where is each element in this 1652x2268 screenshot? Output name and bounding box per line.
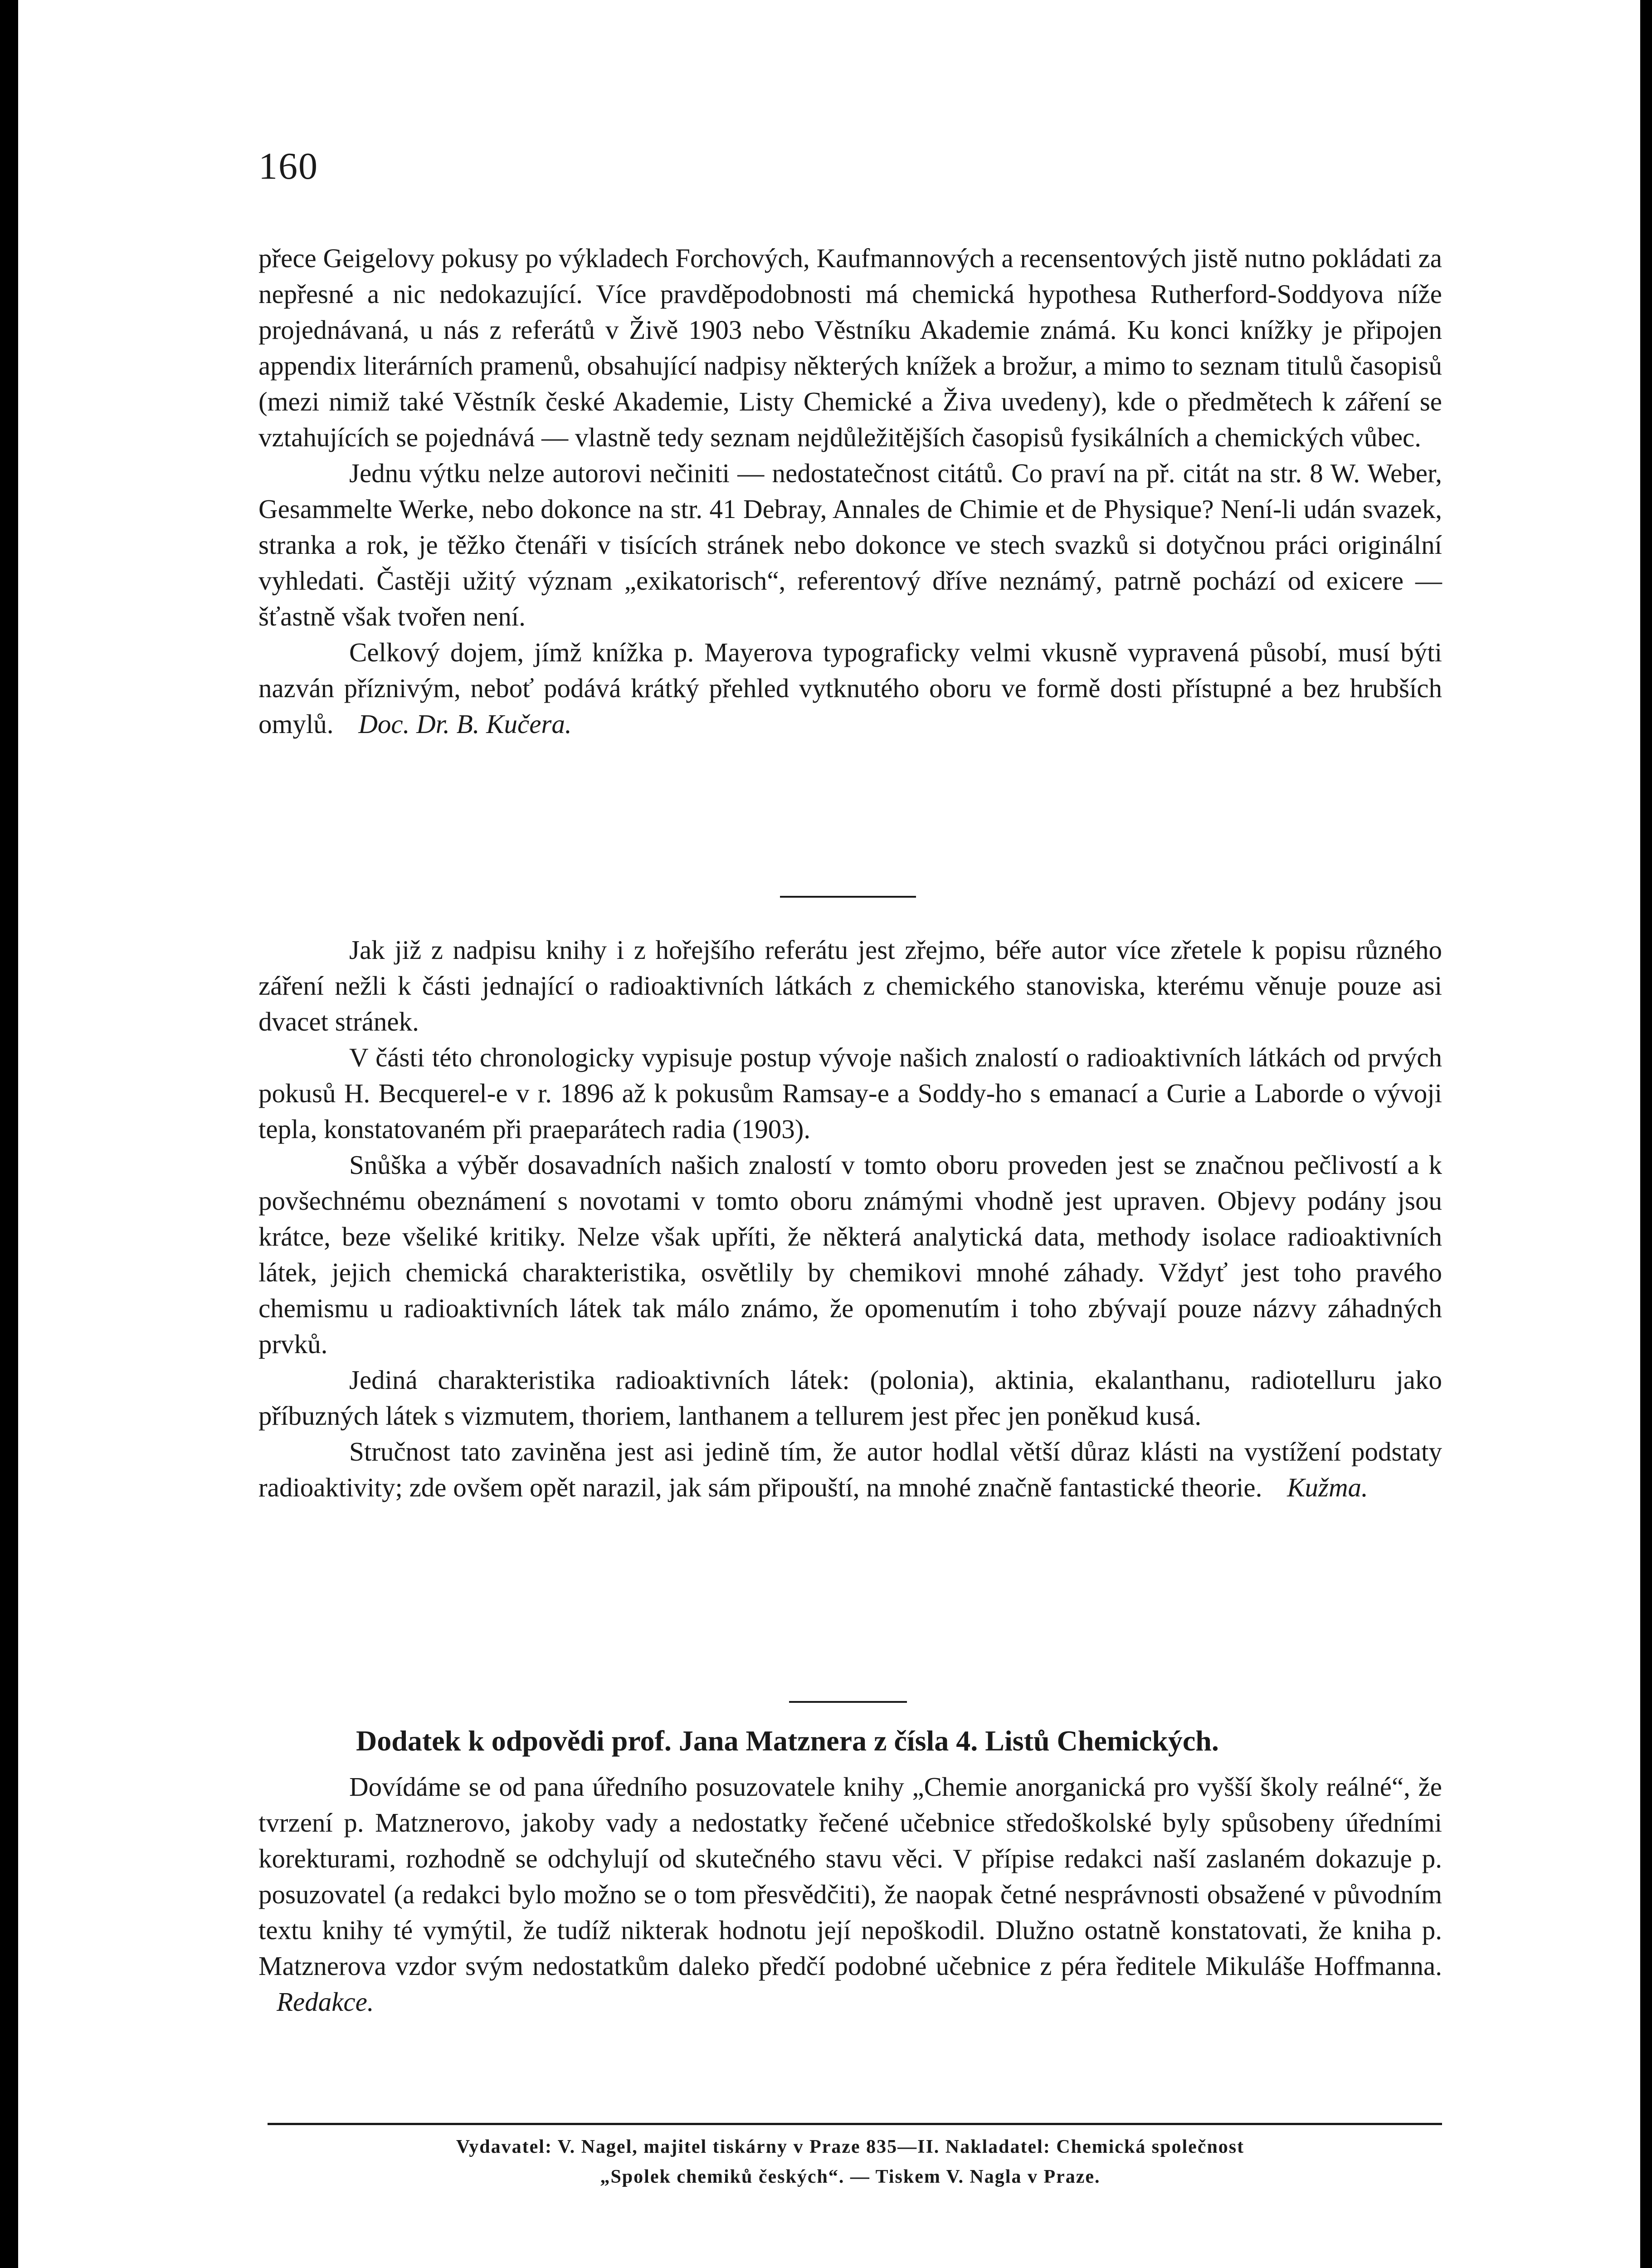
paragraph: V části této chronologicky vypisuje postup vývoje našich znalostí o radioaktivních látkách od prvých pokusů H. Becquerel-e v r. 1896 až k pokusům Ramsay-e a Soddy-ho s emanací a Curie a Laborde o vývoji tepla, konstatovaném při praeparátech radia (1903). (258, 1042, 1442, 1144)
paragraph-text: Dovídáme se od pana úředního posuzovatele knihy „Chemie anorganická pro vyšší školy reálné“, že tvrzení p. Matznerovo, jakoby vady a nedostatky řečené učebnice středoškolské byly spůsobeny úředními korekturami, rozhodně se odchylují od skutečného stavu věci. V přípise redakci naší zaslaném dokazuje p. posuzovatel (a redakci bylo možno se o tom přesvědčiti), že naopak četné nesprávnosti obsažené v původním textu knihy té vymýtil, že tudíž nikterak hodnotu její nepoškodil. Dlužno ostatně konstatovati, že kniha p. Matznerova vzdor svým nedostatkům daleko předčí podobné učebnice z péra ředitele Mikuláše Hoffmanna. (258, 1772, 1442, 1981)
signature: Redakce. (277, 1987, 374, 2017)
imprint-footer (258, 2132, 1442, 2192)
paragraph-text: Celkový dojem, jímž knížka p. Mayerova typograficky velmi vkusně vypravená působí, musí býti nazván příznivým, neboť podává krátký přehled vytknutého oboru ve formě dosti přístupné a bez hrubších omylů. (258, 637, 1442, 739)
paragraph (258, 1434, 1442, 1505)
section-divider (780, 896, 916, 898)
scan-border-right (1640, 0, 1652, 2268)
paragraph: Jak již z nadpisu knihy i z hořejšího referátu jest zřejmo, béře autor více zřetele k popisu různého záření nežli k části jednající o radioaktivních látkách z chemického stanoviska, kterému věnuje pouze asi dvacet stránek. (258, 935, 1442, 1036)
signature: Doc. Dr. B. Kučera. (358, 709, 572, 739)
paragraph: přece Geigelovy pokusy po výkladech Forchových, Kaufmannových a recensentových jistě nutno pokládati za nepřesné a nic nedokazující. Více pravděpodobnosti má chemická hypothesa Rutherford-Soddyova níže projednávaná, u nás z referátů v Živě 1903 nebo Věstníku Akademie známá. Ku konci knížky je připojen appendix literárních pramenů, obsahující nadpisy některých knížek a brožur, a mimo to seznam titulů časopisů (mezi nimiž také Věstník české Akademie, Listy Chemické a Živa uvedeny), kde o předmětech k záření se vztahujících se pojednává — vlastně tedy seznam nejdůležitějších časopisů fysikálních a chemických vůbec. (258, 243, 1442, 452)
paragraph (258, 635, 1442, 742)
review-section-2 (258, 932, 1442, 1505)
page-number: 160 (258, 145, 318, 187)
addendum-section (258, 1769, 1442, 2020)
paragraph: Jednu výtku nelze autorovi nečiniti — nedostatečnost citátů. Co praví na př. citát na str. 8 W. Weber, Gesammelte Werke, nebo dokonce na str. 41 Debray, Annales de Chimie et de Physique? Není-li udán svazek, stranka a rok, je těžko čtenáři v tisících stránek nebo dokonce ve stech svazků si dotyčnou práci originální vyhledati. Častěji užitý význam „exikatorisch“, referentový dříve neznámý, patrně pochází od exicere — šťastně však tvořen není. (258, 458, 1442, 631)
footer-rule (268, 2123, 1442, 2125)
paragraph (258, 1769, 1442, 2020)
signature: Kužma. (1287, 1472, 1368, 1502)
addendum-heading: Dodatek k odpovědi prof. Jana Matznera z čísla 4. Listů Chemických. (356, 1725, 1219, 1757)
review-section-1 (258, 240, 1442, 742)
paragraph-text: Stručnost tato zaviněna jest asi jedině tím, že autor hodlal větší důraz klásti na vystížení podstaty radioaktivity; zde ovšem opět narazil, jak sám připouští, na mnohé značně fantastické theorie. (258, 1437, 1442, 1502)
section-divider (789, 1701, 907, 1703)
paragraph: Snůška a výběr dosavadních našich znalostí v tomto oboru proveden jest se značnou pečlivostí a k povšechnému obeznámení s novotami v tomto oboru známými vhodně jest upraven. Objevy podány jsou krátce, beze všeliké kritiky. Nelze však upříti, že některá analytická data, methody isolace radioaktivních látek, jejich chemická charakteristika, osvětlily by chemikovi mnohé záhady. Vždyť jest toho pravého chemismu u radioaktivních látek tak málo známo, že opomenutím i toho zbývají pouze názvy záhadných prvků. (258, 1150, 1442, 1359)
scan-border-left (0, 0, 18, 2268)
imprint-line: Vydavatel: V. Nagel, majitel tiskárny v Praze 835—II. Nakladatel: Chemická společnost (456, 2136, 1245, 2157)
imprint-line: „Spolek chemiků českých“. — Tiskem V. Nagla v Praze. (600, 2166, 1101, 2187)
paragraph: Jediná charakteristika radioaktivních látek: (polonia), aktinia, ekalanthanu, radiotelluru jako příbuzných látek s vizmutem, thoriem, lanthanem a tellurem jest přec jen poněkud kusá. (258, 1365, 1442, 1431)
